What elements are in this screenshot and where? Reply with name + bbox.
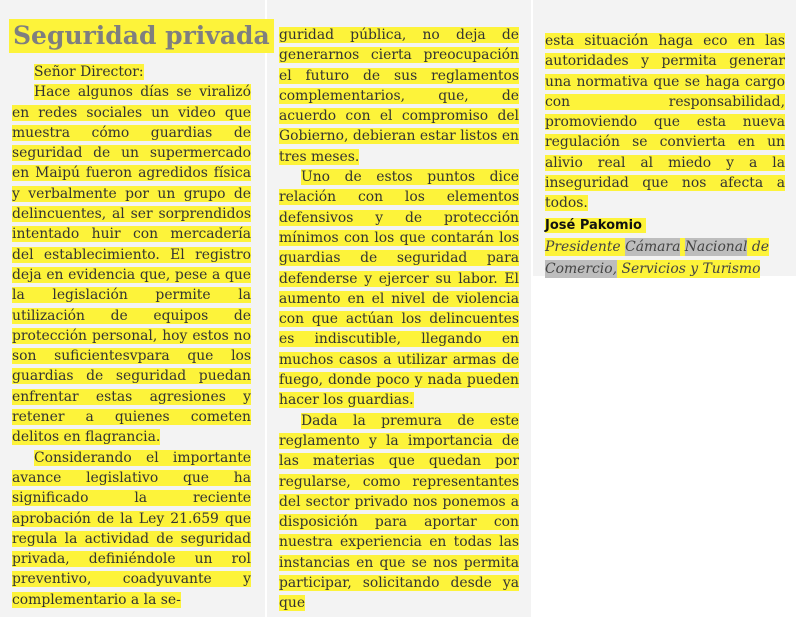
paragraph: Considerando el importante avance legislativo que ha significado la reciente aprobación de la Ley 21.659 que regula la actividad de seguridad privada, definiéndole un rol preventivo, coadyuvante y complementario a la se- [12, 449, 251, 608]
paragraph: Uno de estos puntos dice relación con los elementos defensivos y de protección mínimos con los que contarán los guardias de seguridad para defenderse y ejercer su labor. El aumento en el nivel de violencia con que actúan los delincuentes es indiscutible, llegando en muchos casos a utilizar armas de fuego, donde poco y nada pueden hacer los guardias. [279, 169, 519, 409]
paragraph: esta situación haga eco en las autoridades y permita generar una normativa que se haga cargo con responsabilidad, promoviendo que esta nueva regulación se convierta en un alivio real al miedo y a la inseguridad que nos afecta a todos. [545, 33, 785, 212]
signature-role: Presidente Cámara Nacional de Comercio, Servicios y Turismo [545, 238, 770, 277]
paragraph: guridad pública, no deja de generarnos cierta preocupación el futuro de sus reglamentos complementarios, que, de acuerdo con el compromiso del Gobierno, debieran estar listos en tres meses. [279, 27, 519, 165]
salutation: Señor Director: [34, 64, 144, 80]
letter-column-2 [279, 25, 519, 614]
page-title: Seguridad privada [9, 19, 274, 53]
letter-column-1 [12, 62, 251, 610]
letter-column-3 [545, 31, 785, 280]
signature-name: José Pakomio [545, 216, 785, 236]
paragraph: Hace algunos días se viralizó en redes sociales un video que muestra cómo guardias de seguridad de un supermercado en Maipú fueron agredidos física y verbalmente por un grupo de delincuentes, al ser sorprendidos intentado huir con mercadería del establecimiento. El registro deja en evidencia que, pese a que la legislación permite la utilización de equipos de protección personal, hoy estos no son suficientesvpara que los guardias de seguridad puedan enfrentar estas agresiones y retener a quienes cometen delitos en flagrancia. [12, 84, 251, 446]
paragraph: Dada la premura de este reglamento y la importancia de las materias que quedan por regularse, como representantes del sector privado nos ponemos a disposición para aportar con nuestra experiencia en todas las instancias en que se nos permita participar, solicitando desde ya que [279, 412, 519, 612]
